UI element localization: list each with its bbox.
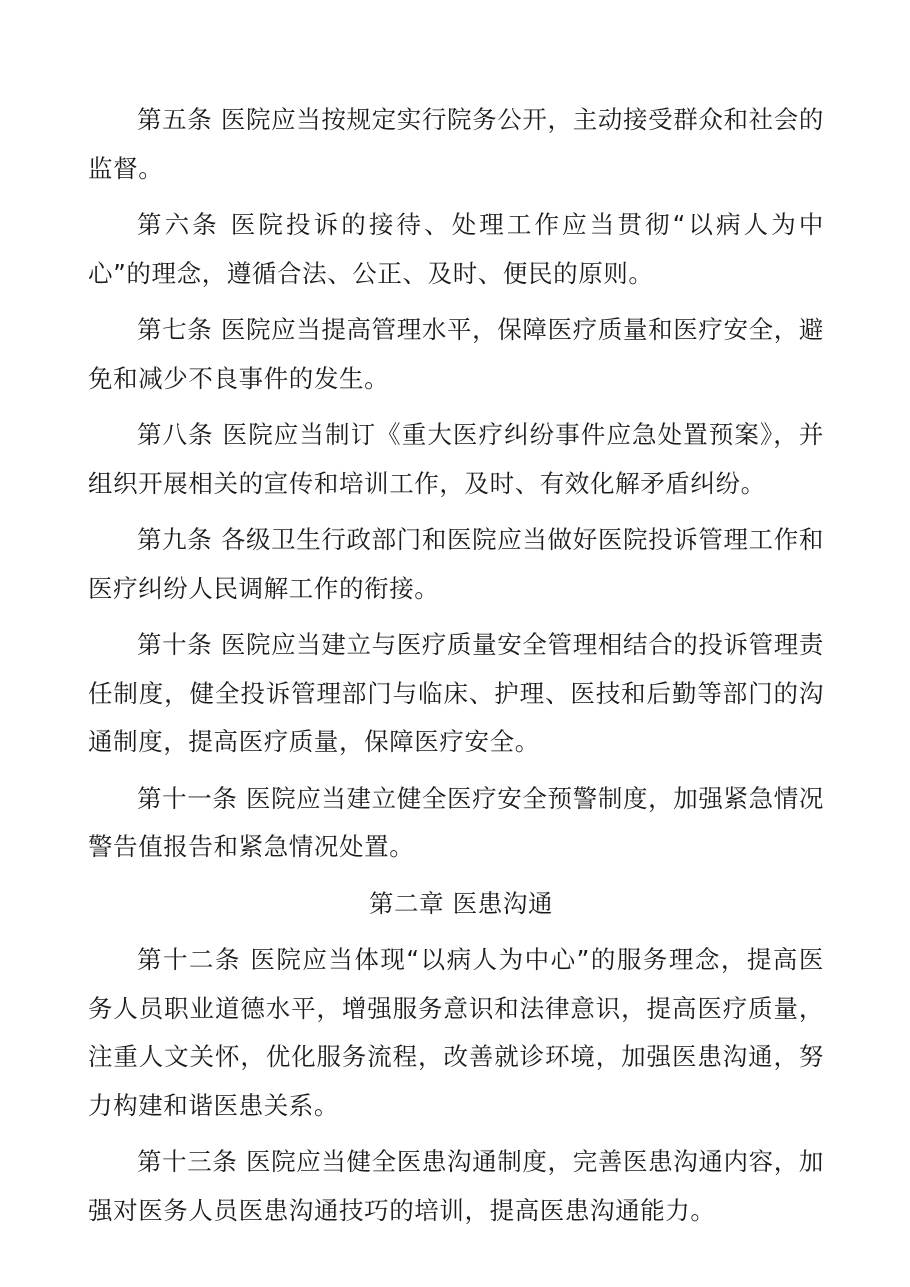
article-7: 第七条 医院应当提高管理水平，保障医疗质量和医疗安全，避免和减少不良事件的发生。 [88,315,824,393]
article-10: 第十条 医院应当建立与医疗质量安全管理相结合的投诉管理责任制度，健全投诉管理部门与临床、护理、医技和后勤等部门的沟通制度，提高医疗质量，保障医疗安全。 [88,630,824,756]
chapter-heading: 第二章 医患沟通 [368,888,554,918]
article-11: 第十一条 医院应当建立健全医疗安全预警制度，加强紧急情况警告值报告和紧急情况处置。 [88,783,824,861]
article-13: 第十三条 医院应当健全医患沟通制度，完善医患沟通内容，加强对医务人员医患沟通技巧的培训，提高医患沟通能力。 [88,1147,824,1225]
article-5: 第五条 医院应当按规定实行院务公开，主动接受群众和社会的监督。 [88,105,824,183]
article-12: 第十二条 医院应当体现“以病人为中心”的服务理念，提高医务人员职业道德水平，增强服务意识和法律意识，提高医疗质量，注重人文关怀，优化服务流程，改善就诊环境，加强医患沟通，努力构建和谐医患关系。 [88,945,824,1120]
article-9: 第九条 各级卫生行政部门和医院应当做好医院投诉管理工作和医疗纠纷人民调解工作的衔接。 [88,525,824,603]
article-8: 第八条 医院应当制订《重大医疗纠纷事件应急处置预案》，并组织开展相关的宣传和培训工作，及时、有效化解矛盾纠纷。 [88,420,824,498]
article-6: 第六条 医院投诉的接待、处理工作应当贯彻“以病人为中心”的理念，遵循合法、公正、及时、便民的原则。 [88,210,824,288]
